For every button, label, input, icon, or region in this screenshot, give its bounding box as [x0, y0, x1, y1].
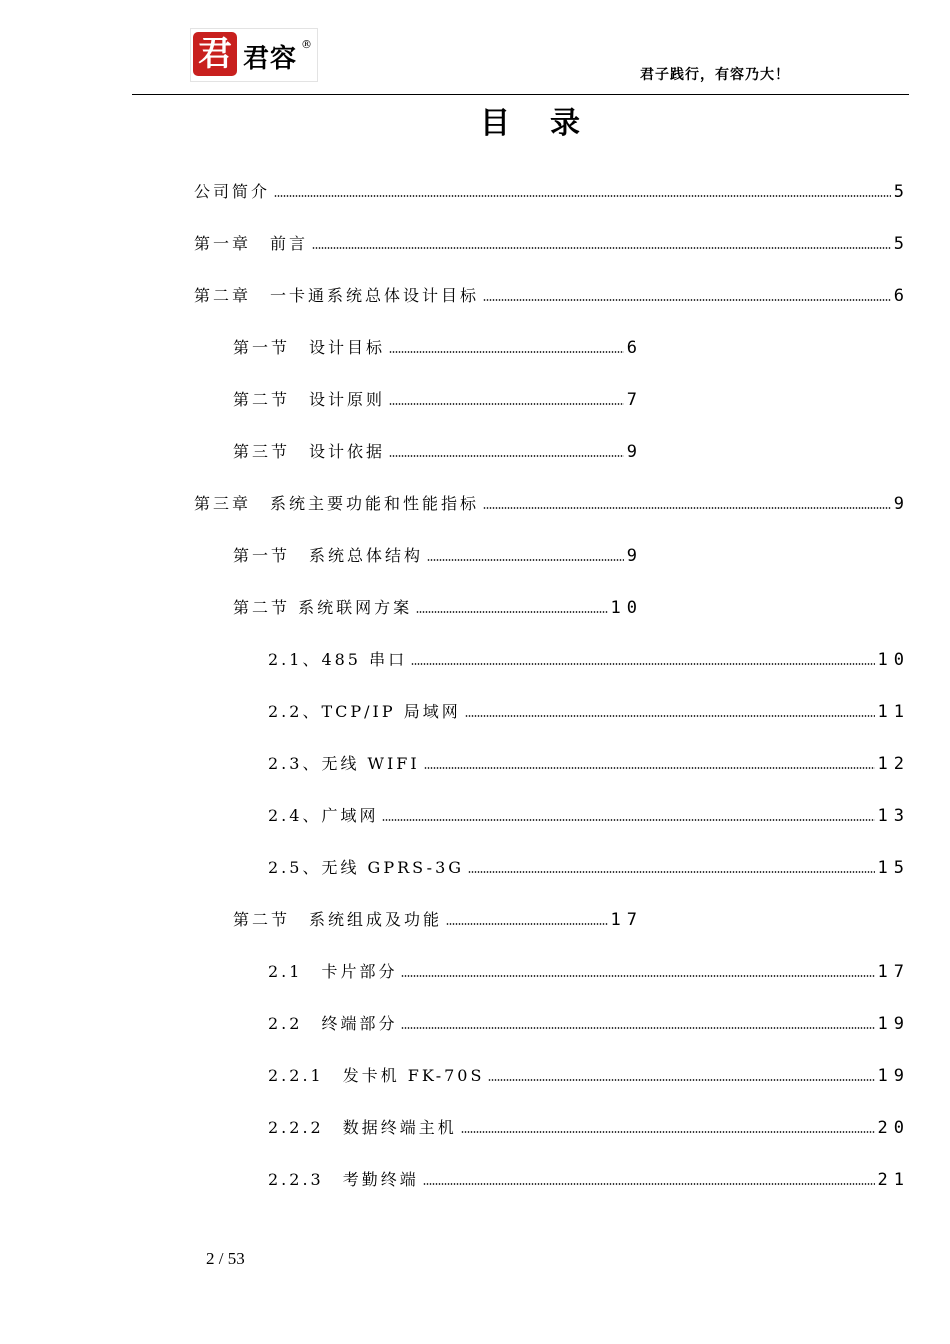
toc-entry[interactable] [268, 800, 910, 826]
dot-leader [424, 767, 875, 769]
toc-entry-label: 第一节 系统总体结构 [233, 546, 424, 565]
dot-leader [427, 559, 624, 561]
toc-title: 目录 [480, 106, 620, 141]
dot-leader [483, 507, 891, 509]
toc-entry[interactable] [268, 748, 910, 774]
logo-text: 君容 [243, 44, 298, 74]
toc-entry[interactable] [233, 540, 643, 566]
toc-entry-page: 21 [877, 1170, 910, 1190]
header-divider [132, 94, 909, 95]
toc-entry-label: 2.1 卡片部分 [268, 962, 398, 981]
toc-entry[interactable] [268, 1008, 910, 1034]
dot-leader [389, 351, 624, 353]
toc-entry-page: 12 [877, 754, 910, 774]
page-indicator: 2 / 53 [206, 1249, 245, 1268]
toc-entry[interactable] [268, 644, 910, 670]
toc-entry[interactable] [268, 1164, 910, 1190]
toc-entry[interactable] [194, 280, 910, 306]
toc-entry-label: 2.3、无线 WIFI [268, 754, 420, 773]
toc-entry[interactable] [268, 852, 910, 878]
toc-entry-label: 2.5、无线 GPRS-3G [268, 858, 465, 877]
dot-leader [389, 403, 624, 405]
dot-leader [468, 871, 874, 873]
toc-entry-page: 19 [877, 1066, 910, 1086]
dot-leader [274, 195, 891, 197]
toc-entry[interactable] [268, 696, 910, 722]
toc-entry[interactable] [233, 904, 643, 930]
company-logo [190, 28, 318, 82]
toc-entry-label: 第二节 系统组成及功能 [233, 910, 443, 929]
toc-entry-page: 15 [877, 858, 910, 878]
toc-entry[interactable] [233, 436, 643, 462]
header-slogan: 君子践行，有容乃大！ [640, 67, 790, 83]
toc-entry-page: 6 [893, 286, 910, 306]
toc-entry-label: 2.2.1 发卡机 FK-70S [268, 1066, 485, 1085]
toc-entry[interactable] [194, 488, 910, 514]
toc-entry-label: 第三章 系统主要功能和性能指标 [194, 494, 480, 513]
toc-entry-page: 13 [877, 806, 910, 826]
toc-entry[interactable] [194, 176, 910, 202]
toc-entry[interactable] [233, 592, 643, 618]
toc-entry-label: 2.1、485 串口 [268, 650, 408, 669]
toc-entry-page: 10 [877, 650, 910, 670]
toc-entry[interactable] [268, 956, 910, 982]
toc-entry-label: 公司简介 [194, 182, 271, 201]
toc-entry-label: 第二节 设计原则 [233, 390, 386, 409]
dot-leader [465, 715, 875, 717]
toc-entry-page: 5 [893, 182, 910, 202]
toc-entry-page: 7 [626, 390, 643, 410]
registered-mark: ® [301, 38, 312, 51]
dot-leader [389, 455, 624, 457]
toc-entry-page: 5 [893, 234, 910, 254]
toc-entry-label: 2.4、广域网 [268, 806, 379, 825]
toc-entry[interactable] [233, 332, 643, 358]
page-header [0, 0, 950, 100]
toc-entry-page: 11 [877, 702, 910, 722]
dot-leader [483, 299, 891, 301]
dot-leader [382, 819, 874, 821]
toc-entry-page: 10 [610, 598, 643, 618]
toc-entry-page: 9 [626, 546, 643, 566]
dot-leader [312, 247, 891, 249]
dot-leader [411, 663, 874, 665]
toc-entry[interactable] [194, 228, 910, 254]
dot-leader [488, 1079, 874, 1081]
toc-entry-label: 2.2、TCP/IP 局域网 [268, 702, 461, 721]
toc-entry-page: 17 [877, 962, 910, 982]
toc-entry-page: 19 [877, 1014, 910, 1034]
toc-entry-label: 第三节 设计依据 [233, 442, 386, 461]
toc-entry-label: 第二节 系统联网方案 [233, 598, 413, 617]
toc-entry-label: 2.2.2 数据终端主机 [268, 1118, 457, 1137]
toc-entry-page: 20 [877, 1118, 910, 1138]
toc-entry-label: 第一节 设计目标 [233, 338, 386, 357]
toc-entry-page: 17 [610, 910, 643, 930]
dot-leader [461, 1131, 875, 1133]
toc-entry-page: 6 [626, 338, 643, 358]
logo-seal-icon: 君 [193, 32, 237, 76]
dot-leader [401, 1027, 874, 1029]
dot-leader [401, 975, 874, 977]
toc-entry-page: 9 [893, 494, 910, 514]
toc-entry[interactable] [268, 1112, 910, 1138]
toc-entry[interactable] [268, 1060, 910, 1086]
dot-leader [446, 923, 608, 925]
toc-entry-label: 2.2.3 考勤终端 [268, 1170, 419, 1189]
toc-entry-page: 9 [626, 442, 643, 462]
toc-entry-label: 2.2 终端部分 [268, 1014, 398, 1033]
dot-leader [423, 1183, 875, 1185]
toc-entry-label: 第二章 一卡通系统总体设计目标 [194, 286, 480, 305]
dot-leader [416, 611, 607, 613]
toc-entry[interactable] [233, 384, 643, 410]
toc-entry-label: 第一章 前言 [194, 234, 309, 253]
